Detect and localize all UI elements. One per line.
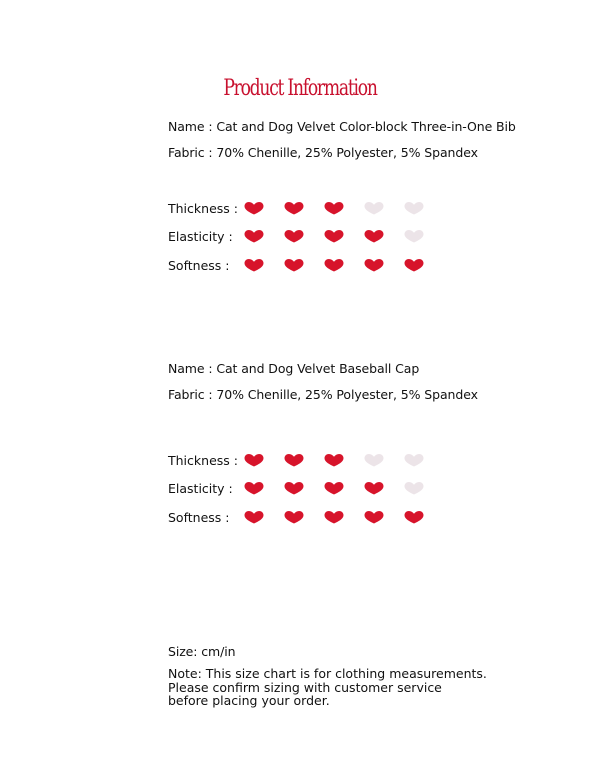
heart-icon	[403, 481, 425, 495]
product-name: Name : Cat and Dog Velvet Color-block Three-in-One Bib	[168, 119, 516, 134]
heart-icon	[363, 481, 385, 495]
heart-icon	[363, 453, 385, 467]
rating-hearts	[243, 201, 443, 217]
heart-icon	[403, 229, 425, 243]
heart-icon	[283, 201, 305, 215]
rating-label: Elasticity :	[168, 481, 233, 496]
rating-hearts	[243, 453, 443, 469]
rating-label: Thickness :	[168, 201, 238, 216]
heart-icon	[243, 453, 265, 467]
heart-icon	[283, 258, 305, 272]
rating-label: Softness :	[168, 510, 230, 525]
heart-icon	[363, 229, 385, 243]
heart-icon	[243, 481, 265, 495]
note-text: Note: This size chart is for clothing measurements. Please confirm sizing with customer service before placing your order.	[168, 666, 487, 708]
rating-hearts	[243, 229, 443, 245]
rating-label: Softness :	[168, 258, 230, 273]
heart-icon	[323, 510, 345, 524]
page-title: Product Information	[223, 76, 377, 101]
heart-icon	[363, 510, 385, 524]
heart-icon	[323, 453, 345, 467]
heart-icon	[403, 201, 425, 215]
product-fabric: Fabric : 70% Chenille, 25% Polyester, 5% Spandex	[168, 145, 478, 160]
heart-icon	[243, 510, 265, 524]
rating-hearts	[243, 258, 443, 274]
heart-icon	[283, 229, 305, 243]
size-unit-text: Size: cm/in	[168, 644, 236, 659]
heart-icon	[283, 481, 305, 495]
heart-icon	[283, 453, 305, 467]
heart-icon	[323, 229, 345, 243]
heart-icon	[243, 201, 265, 215]
heart-icon	[243, 229, 265, 243]
heart-icon	[323, 201, 345, 215]
rating-label: Thickness :	[168, 453, 238, 468]
heart-icon	[403, 510, 425, 524]
heart-icon	[403, 453, 425, 467]
heart-icon	[323, 481, 345, 495]
rating-hearts	[243, 510, 443, 526]
heart-icon	[363, 258, 385, 272]
heart-icon	[283, 510, 305, 524]
heart-icon	[243, 258, 265, 272]
heart-icon	[363, 201, 385, 215]
product-name: Name : Cat and Dog Velvet Baseball Cap	[168, 361, 420, 376]
heart-icon	[403, 258, 425, 272]
heart-icon	[323, 258, 345, 272]
rating-label: Elasticity :	[168, 229, 233, 244]
product-fabric: Fabric : 70% Chenille, 25% Polyester, 5% Spandex	[168, 387, 478, 402]
rating-hearts	[243, 481, 443, 497]
